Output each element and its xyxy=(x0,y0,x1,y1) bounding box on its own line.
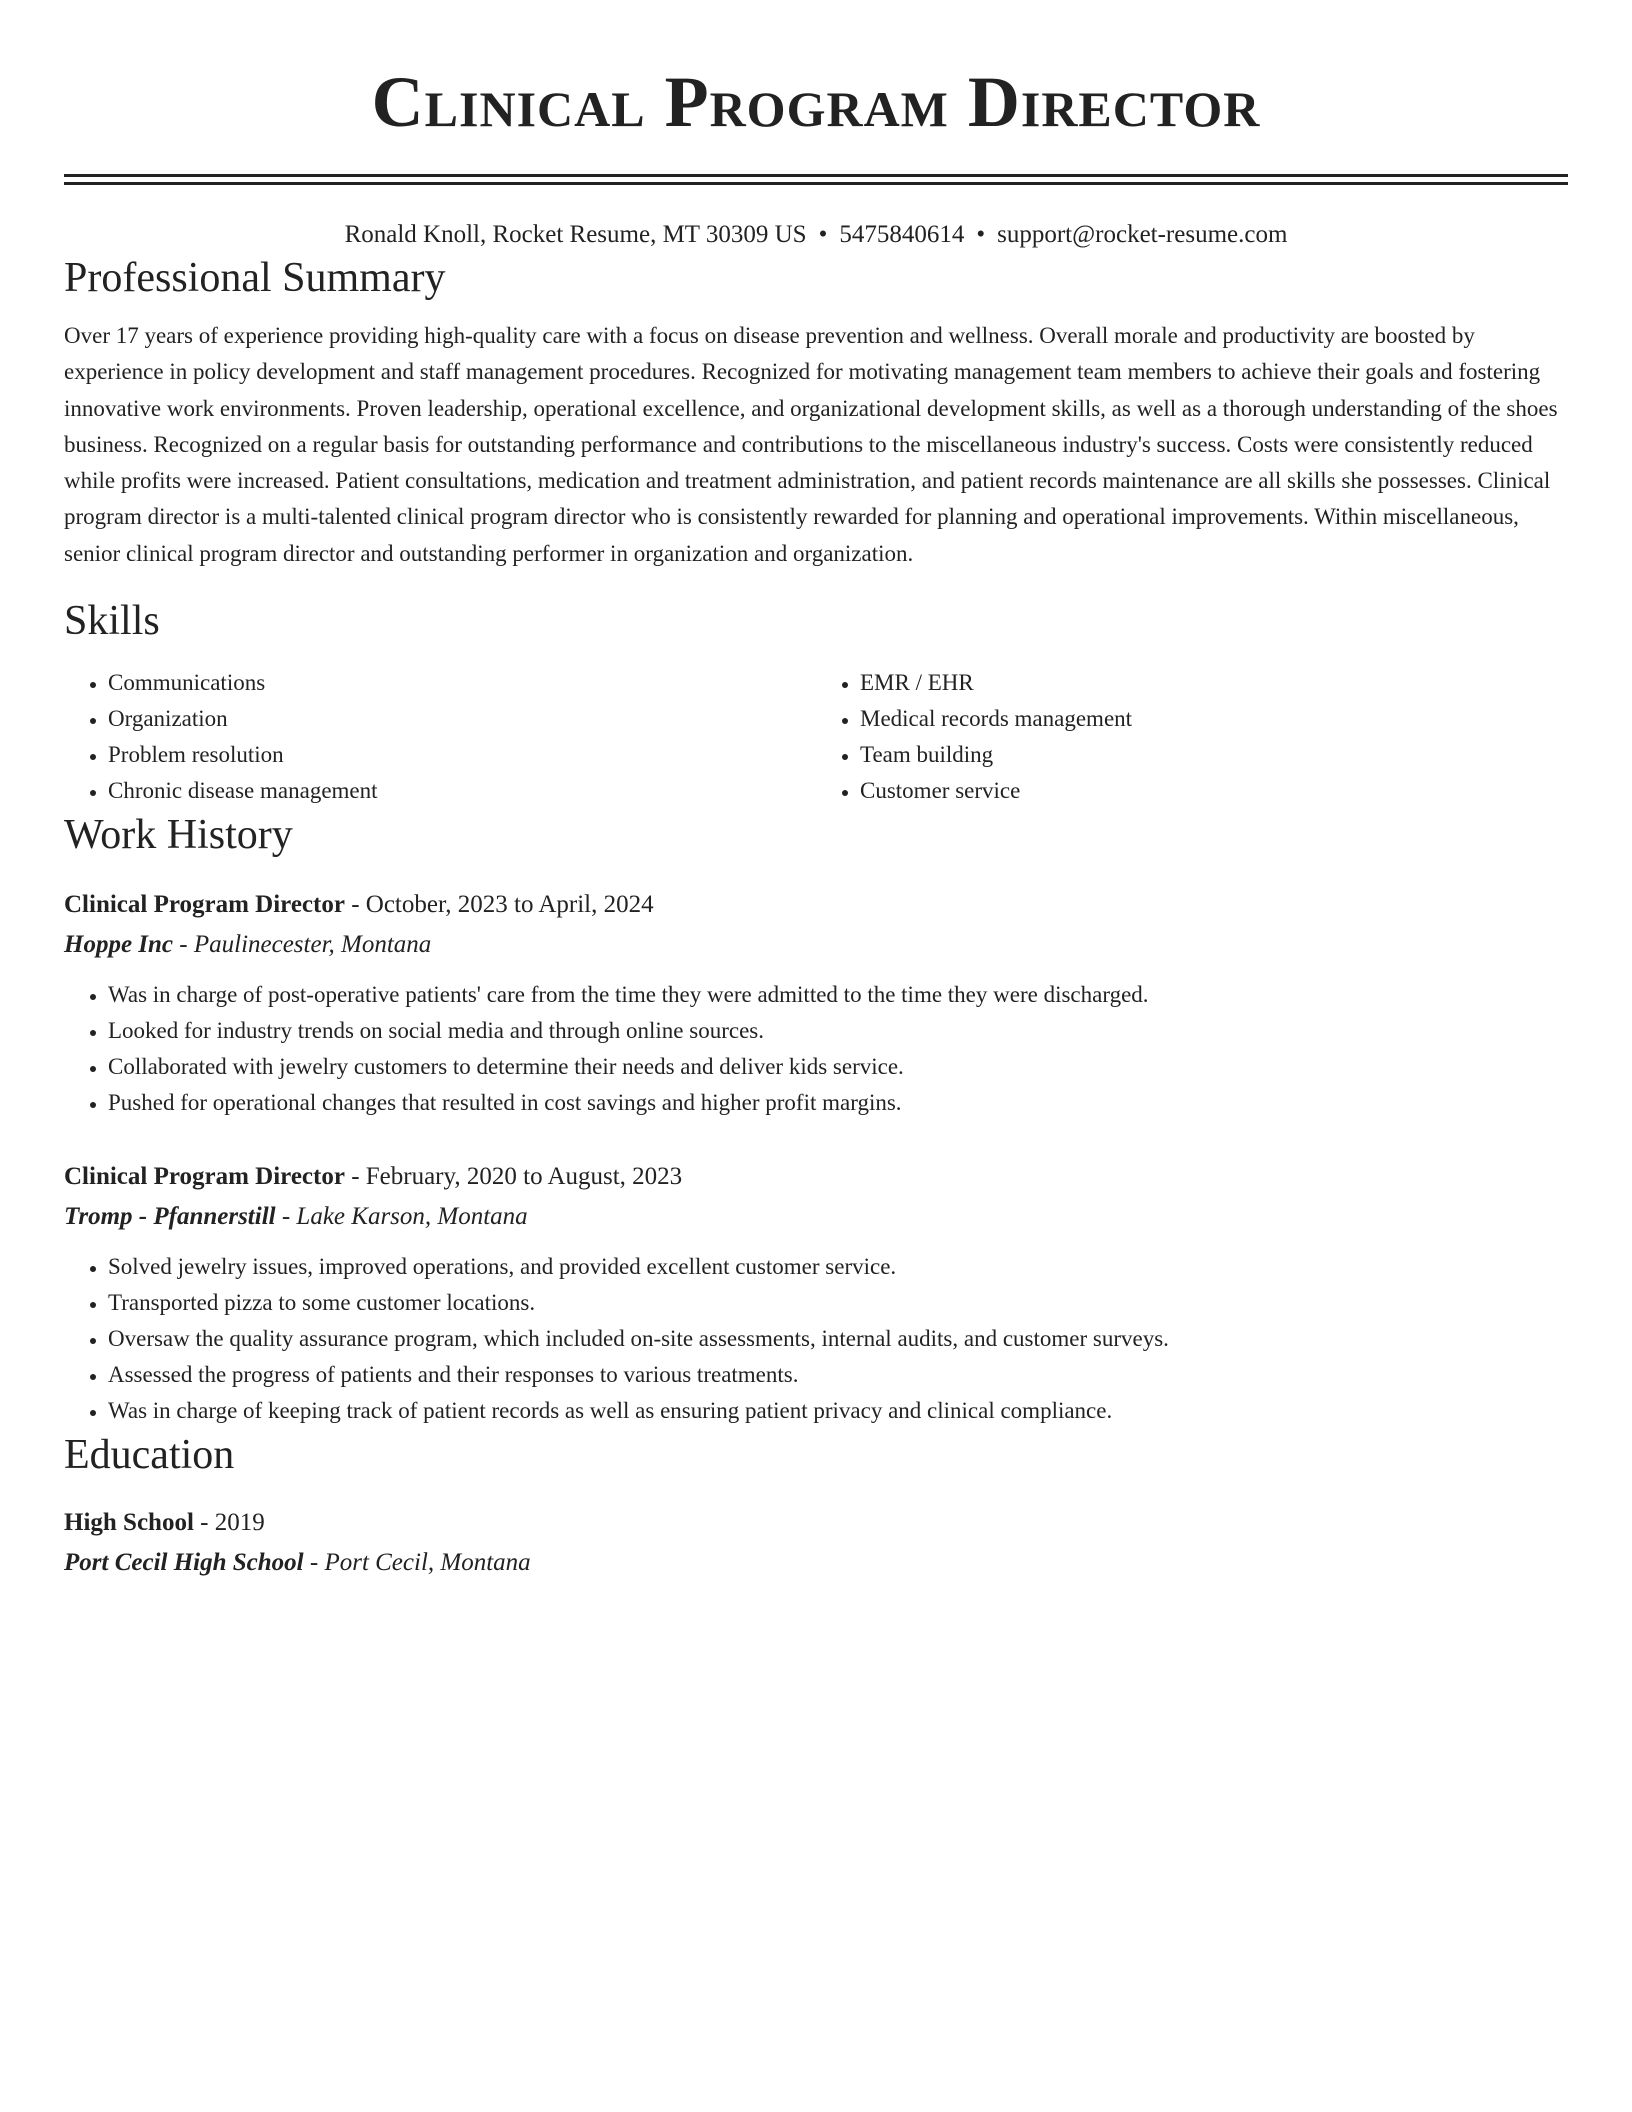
job-bullet: • Was in charge of post-operative patients' care from the time they were admitted to the time they were discharged. xyxy=(108,977,1568,1013)
contact-phone: 5475840614 xyxy=(839,221,965,248)
education-heading: Education xyxy=(64,1432,235,1479)
job-entry xyxy=(64,1157,1568,1429)
education-institution xyxy=(64,1543,1568,1583)
skills-column-right xyxy=(816,665,1568,809)
skill-item: • Team building xyxy=(860,737,1568,773)
job-bullet: • Was in charge of keeping track of patient records as well as ensuring patient privacy and clinical compliance. xyxy=(108,1393,1568,1429)
job-bullets xyxy=(64,1249,1568,1429)
job-location: Lake Karson, Montana xyxy=(296,1203,528,1231)
job-bullet: • Pushed for operational changes that resulted in cost savings and higher profit margins. xyxy=(108,1085,1568,1121)
education-entry xyxy=(64,1503,1568,1583)
contact-email: support@rocket-resume.com xyxy=(997,221,1288,248)
education-header xyxy=(64,1503,1568,1543)
job-employer xyxy=(64,925,1568,965)
job-header xyxy=(64,1157,1568,1197)
job-company: Tromp - Pfannerstill xyxy=(64,1203,276,1231)
education-year: 2019 xyxy=(214,1509,265,1537)
job-bullet: • Solved jewelry issues, improved operations, and provided excellent customer service. xyxy=(108,1249,1568,1285)
job-header xyxy=(64,885,1568,925)
job-dates: February, 2020 to August, 2023 xyxy=(365,1163,683,1191)
work-history-heading: Work History xyxy=(64,812,293,859)
education-degree: High School xyxy=(64,1509,194,1537)
contact-separator: • xyxy=(976,221,986,248)
education-school: Port Cecil High School xyxy=(64,1549,304,1577)
skill-item: • EMR / EHR xyxy=(860,665,1568,701)
job-title: Clinical Program Director xyxy=(64,1163,345,1191)
job-dates: October, 2023 to April, 2024 xyxy=(365,891,654,919)
job-title: Clinical Program Director xyxy=(64,891,345,919)
summary-heading: Professional Summary xyxy=(64,255,446,301)
skills-list xyxy=(64,665,1568,809)
dash-separator: - xyxy=(275,1203,297,1231)
skill-item: • Medical records management xyxy=(860,701,1568,737)
skill-item: • Communications xyxy=(108,665,816,701)
dash-separator: - xyxy=(344,891,366,919)
job-bullets xyxy=(64,977,1568,1121)
job-bullet: • Assessed the progress of patients and their responses to various treatments. xyxy=(108,1357,1568,1393)
dash-separator: - xyxy=(344,1163,366,1191)
skill-item: • Chronic disease management xyxy=(108,773,816,809)
job-bullet: • Transported pizza to some customer locations. xyxy=(108,1285,1568,1321)
job-company: Hoppe Inc xyxy=(64,931,174,959)
summary-text: Over 17 years of experience providing high-quality care with a focus on disease prevention and wellness. Overall morale and productivity are boosted by experience in policy development and staff management procedures. Recognized for motivating management team members to achieve their goals and fostering innovative work environments. Proven leadership, operational excellence, and organizational development skills, as well as a thorough understanding of the shoes business. Recognized on a regular basis for outstanding performance and contributions to the miscellaneous industry's success. Costs were consistently reduced while profits were increased. Patient consultations, medication and treatment administration, and patient records maintenance are all skills she possesses. Clinical program director is a multi-talented clinical program director who is consistently rewarded for planning and operational improvements. Within miscellaneous, senior clinical program director and outstanding performer in organization and organization. xyxy=(64,323,1558,566)
contact-line xyxy=(64,218,1568,252)
job-bullet: • Looked for industry trends on social media and through online sources. xyxy=(108,1013,1568,1049)
skill-item: • Customer service xyxy=(860,773,1568,809)
skill-item: • Problem resolution xyxy=(108,737,816,773)
dash-separator: - xyxy=(173,931,194,959)
job-employer xyxy=(64,1197,1568,1237)
education-location: Port Cecil, Montana xyxy=(324,1549,531,1577)
resume-title: Clinical Program Director xyxy=(371,62,1261,142)
skills-column-left xyxy=(64,665,816,809)
title-divider xyxy=(64,174,1568,185)
contact-address: Ronald Knoll, Rocket Resume, MT 30309 US xyxy=(344,221,807,248)
job-bullet: • Collaborated with jewelry customers to determine their needs and deliver kids service. xyxy=(108,1049,1568,1085)
dash-separator: - xyxy=(193,1509,215,1537)
job-bullet: • Oversaw the quality assurance program, which included on-site assessments, internal audits, and customer surveys. xyxy=(108,1321,1568,1357)
contact-separator: • xyxy=(818,221,828,248)
job-location: Paulinecester, Montana xyxy=(193,931,432,959)
skills-heading: Skills xyxy=(64,598,160,645)
job-entry xyxy=(64,885,1568,1121)
skill-item: • Organization xyxy=(108,701,816,737)
dash-separator: - xyxy=(303,1549,325,1577)
